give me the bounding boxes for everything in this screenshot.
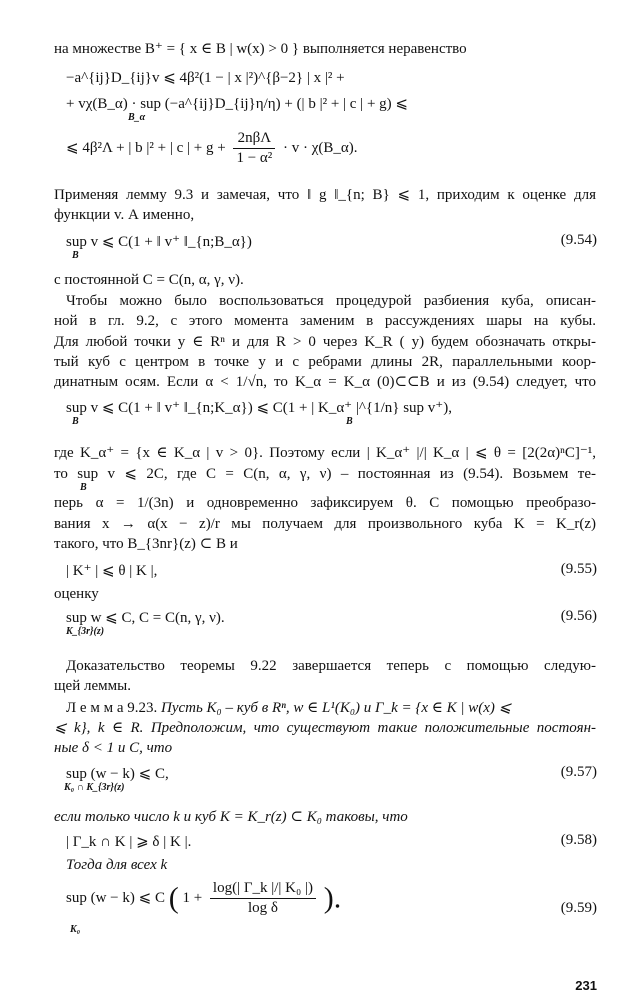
text-line: оценку (54, 586, 99, 602)
equation-number: (9.57) (560, 764, 597, 780)
text-line: Доказательство теоремы 9.22 завершается теперь с помощью следую- (66, 658, 596, 674)
text-line: тый куб с центром в точке y и с ребрами длины 2R, параллельными коор- (54, 354, 596, 370)
equation-subscript: K_{3r}(z) (66, 626, 105, 637)
equation-part: ⩽ 4β²Λ + | b |² + | c | + g + (66, 139, 226, 156)
equation-number: (9.59) (560, 900, 597, 916)
paren-close: ). (323, 881, 342, 915)
text-line: перь α = 1/(3n) и одновременно зафиксируем θ. С помощью преобразо- (54, 495, 596, 511)
equation-subscript: B (72, 416, 79, 427)
equation-number: (9.55) (560, 561, 597, 577)
text-line: вания x → α(x − z)/r мы получаем для произвольного куба K = K_r(z) (54, 516, 596, 532)
equation-subscript: K₀ ∩ K_{3r}(z) (64, 782, 125, 793)
equation-line: sup (w − k) ⩽ C, (66, 766, 169, 782)
lemma-line (54, 739, 172, 757)
equation-subscript: K₀ (70, 924, 81, 935)
fraction (210, 880, 316, 917)
lemma-text: ⩽ k}, k ∈ R. Предположим, что существуют такие положительные постоян- (54, 720, 596, 736)
text-line: Применяя лемму 9.3 и замечая, что ‖ g ‖_{n; B} ⩽ 1, приходим к оценке для (54, 187, 596, 203)
lemma-line (54, 719, 596, 737)
equation-number: (9.56) (560, 608, 597, 624)
equation-line: + vχ(B_α) · sup (−a^{ij}D_{ij}η/η) + (| b |² + | c | + g) ⩽ (66, 96, 408, 112)
equation-subscript: B_α (128, 112, 146, 123)
equation-line: | Γ_k ∩ K | ⩾ δ | K |. (66, 834, 192, 850)
text-line: щей леммы. (54, 678, 131, 694)
equation-line: | K⁺ | ⩽ θ | K |, (66, 563, 158, 579)
equation-part: · v · χ(B_α). (283, 139, 358, 156)
lemma-text: ные δ < 1 и C, что (54, 740, 173, 756)
equation-line: sup v ⩽ C(1 + ‖ v⁺ ‖_{n;B_α}) (66, 234, 252, 250)
text-line: динатным осям. Если α < 1/√n, то K_α = K_α (0)⊂⊂B и из (9.54) следует, что (54, 374, 596, 390)
lemma-text: если только число k и куб K = K_r(z) ⊂ K₀ таковы, что (54, 809, 408, 825)
fraction-numerator: 2nβΛ (233, 130, 275, 149)
text-line: Для любой точки y ∈ Rⁿ и для R > 0 через K_R ( y) будем обозначать откры- (54, 334, 596, 350)
lemma-text: Пусть K₀ – куб в Rⁿ, w ∈ L¹(K₀) и Γ_k = {x ∈ K | w(x) ⩽ (160, 700, 512, 716)
equation-subscript: B (72, 250, 79, 261)
fraction-denominator: log δ (247, 900, 278, 916)
text-line: Чтобы можно было воспользоваться процедурой разбиения куба, описан- (66, 293, 596, 309)
paren-open: ( (168, 881, 179, 915)
lemma-line (66, 699, 596, 717)
fraction (233, 130, 275, 167)
text-line: такого, что B_{3nr}(z) ⊂ B и (54, 536, 238, 552)
lemma-text: Тогда для всех k (66, 857, 168, 873)
equation-line: sup v ⩽ C(1 + ‖ v⁺ ‖_{n;K_α}) ⩽ C(1 + | K_α⁺ |^{1/n} sup v⁺), (66, 400, 452, 416)
equation-subscript: B (346, 416, 353, 427)
fraction-denominator: 1 − α² (236, 150, 273, 166)
equation-number: (9.58) (560, 832, 597, 848)
text-line: с постоянной C = C(n, α, γ, ν). (54, 272, 244, 288)
lemma-heading: Л е м м а 9.23. (66, 700, 158, 716)
lemma-line (54, 808, 408, 826)
page-number: 231 (575, 978, 597, 993)
text-line: где K_α⁺ = {x ∈ K_α | v > 0}. Поэтому если | K_α⁺ |/| K_α | ⩽ θ = [2(2α)ⁿC]⁻¹, (54, 445, 596, 461)
lemma-line (66, 856, 167, 874)
equation-line (66, 130, 358, 167)
equation-line (66, 880, 341, 917)
text-line: ной в гл. 9.2, с этого момента заменим в рассуждениях шары на кубы. (54, 313, 596, 329)
text-line: функции v. А именно, (54, 207, 195, 223)
equation-part: sup (w − k) ⩽ C (66, 889, 165, 906)
text-line: на множестве B⁺ = { x ∈ B | w(x) > 0 } выполняется неравенство (54, 41, 467, 57)
text-line: то sup v ⩽ 2C, где C = C(n, α, γ, ν) – постоянная из (9.54). Возьмем те- (54, 466, 596, 482)
equation-number: (9.54) (560, 232, 597, 248)
equation-line: sup w ⩽ C, C = C(n, γ, ν). (66, 610, 225, 626)
equation-part: 1 + (182, 889, 203, 906)
equation-line: −a^{ij}D_{ij}v ⩽ 4β²(1 − | x |²)^{β−2} | x |² + (66, 70, 345, 86)
fraction-numerator: log(| Γ_k |/| K₀ |) (210, 880, 316, 899)
equation-subscript: B (80, 482, 87, 493)
